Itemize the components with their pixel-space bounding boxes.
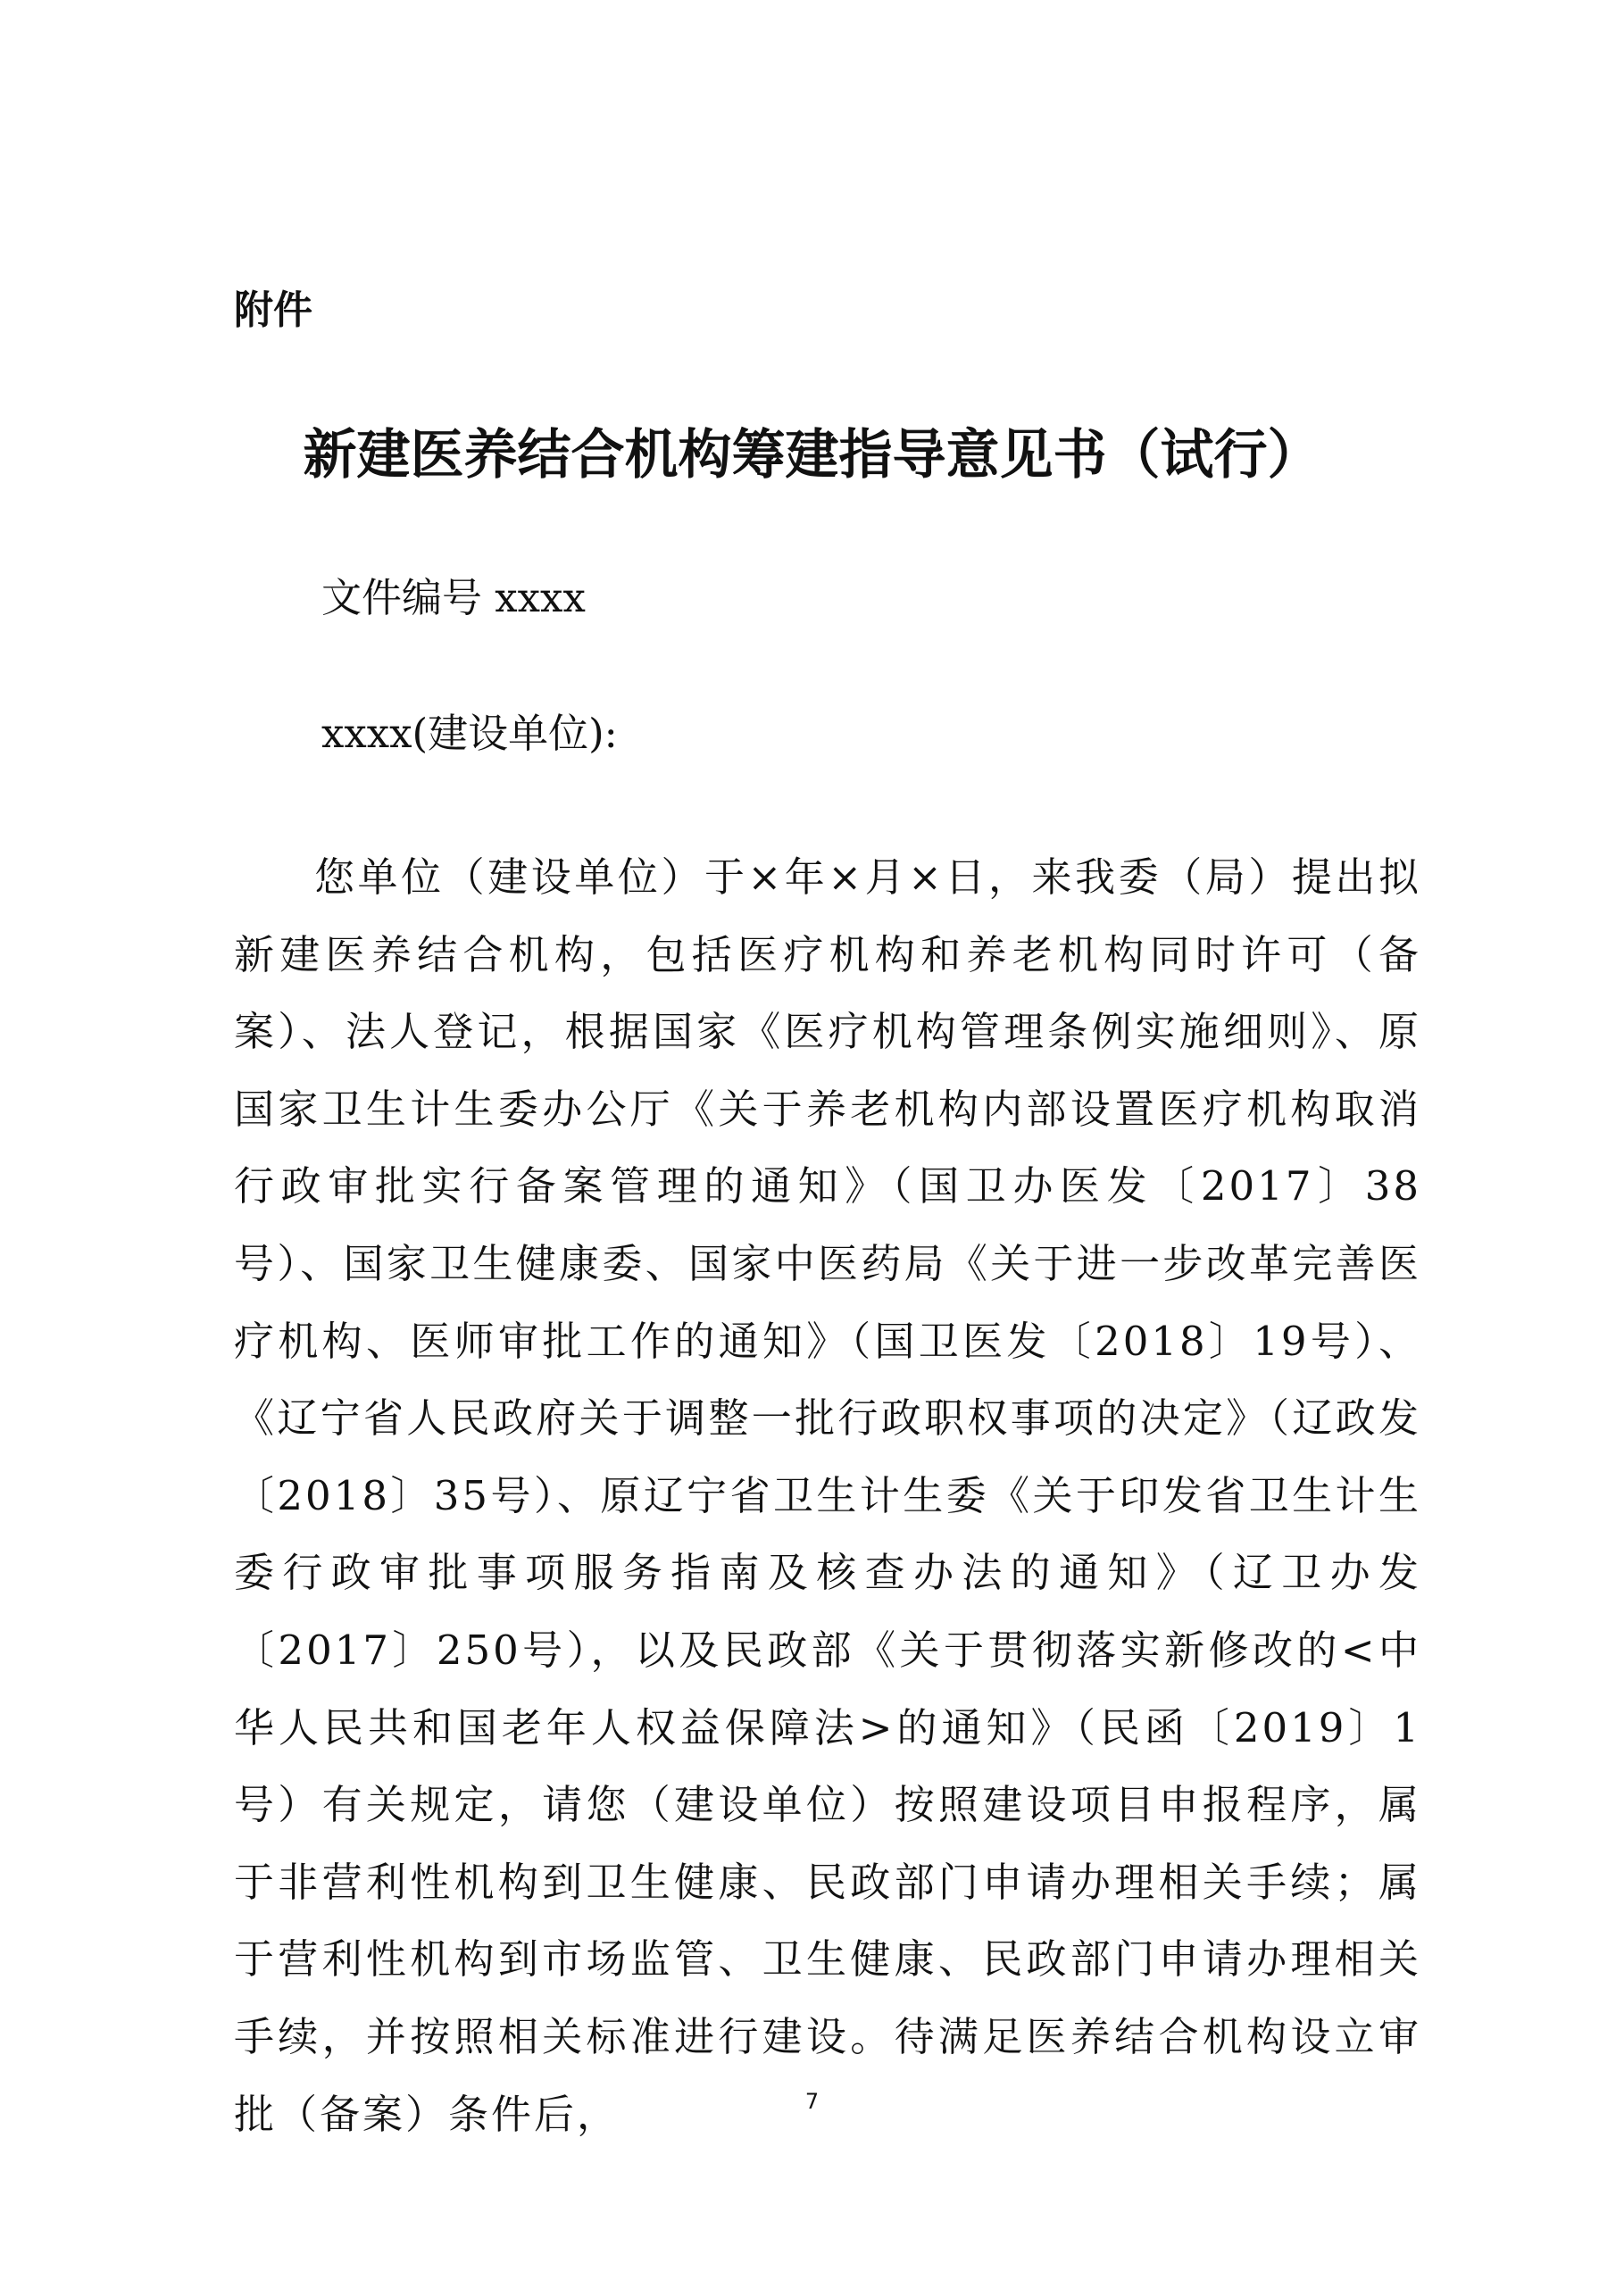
page-number: 7: [804, 2089, 820, 2114]
addressee: xxxx(建设单位):: [321, 710, 618, 757]
file-number: 文件编号 xxxx: [321, 574, 586, 621]
attachment-label: 附件: [234, 287, 312, 333]
document-title: 新建医养结合机构筹建指导意见书（试行）: [303, 424, 1321, 487]
body-paragraph: 您单位（建设单位）于×年×月×日，来我委（局）提出拟新建医养结合机构，包括医疗机构和养老机构同时许可（备案）、法人登记，根据国家《医疗机构管理条例实施细则》、原国家卫生计生委办公厅《关于养老机构内部设置医疗机构取消行政审批实行备案管理的通知》（国卫办医发〔2017〕38号）、国家卫生健康委、国家中医药局《关于进一步改革完善医疗机构、医师审批工作的通知》（国卫医发〔2018〕19号）、《辽宁省人民政府关于调整一批行政职权事项的决定》（辽政发〔2018〕35号）、原辽宁省卫生计生委《关于印发省卫生计生委行政审批事项服务指南及核查办法的通知》（辽卫办发〔2017〕250号），以及民政部《关于贯彻落实新修改的<中华人民共和国老年人权益保障法>的通知》（民函〔2019〕1号）有关规定，请您（建设单位）按照建设项目申报程序，属于非营利性机构到卫生健康、民政部门申请办理相关手续；属于营利性机构到市场监管、卫生健康、民政部门申请办理相关手续，并按照相关标准进行建设。待满足医养结合机构设立审批（备案）条件后，: [234, 853, 1421, 2138]
document-body: [234, 839, 1421, 2153]
